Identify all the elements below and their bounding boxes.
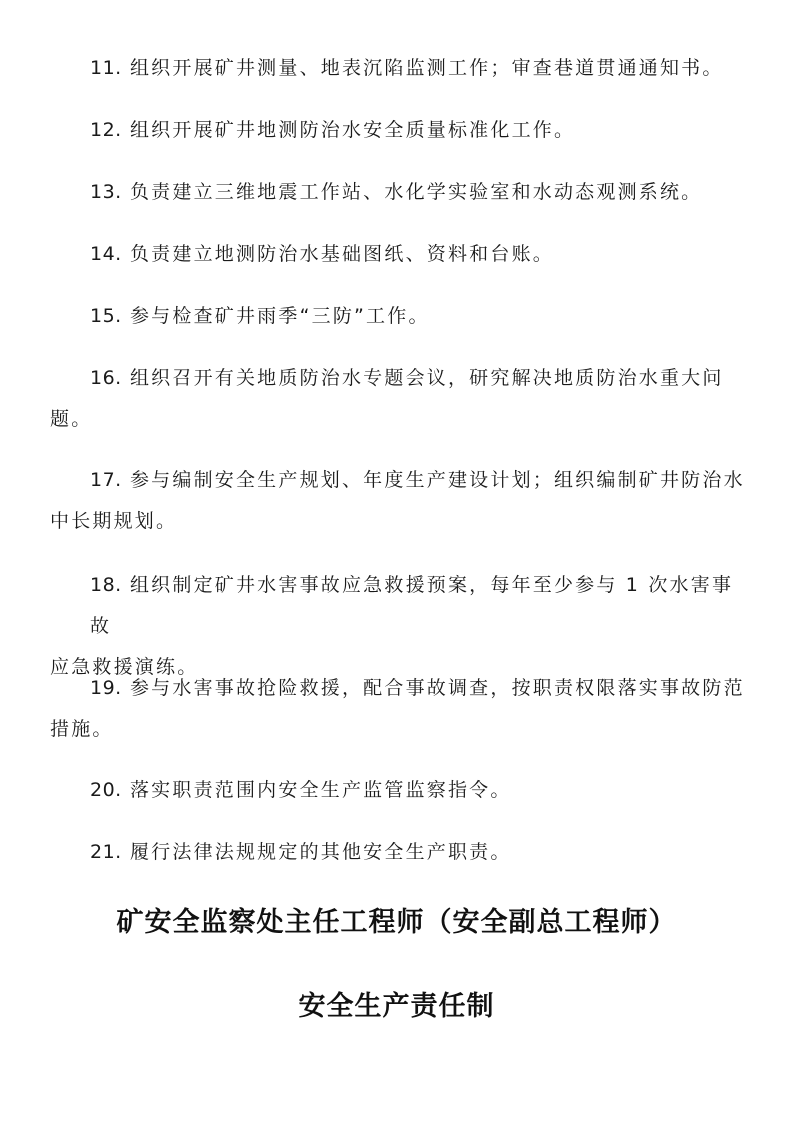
item-text-continuation: 题。 [50,408,93,430]
duty-item-16 [50,358,750,440]
item-text: 组织开展矿井测量、地表沉陷监测工作；审查巷道贯通通知书。 [129,57,724,79]
item-number: 21. [90,841,122,863]
item-text: 组织制定矿井水害事故应急救援预案，每年至少参与 1 次水害事故 [90,574,734,637]
item-number: 17. [90,469,122,491]
item-number: 11. [90,57,122,79]
duty-item-13 [50,172,750,213]
duty-item-11 [50,48,750,89]
item-text: 参与检查矿井雨季“三防”工作。 [129,305,430,327]
item-text: 负责建立三维地震工作站、水化学实验室和水动态观测系统。 [129,181,703,203]
item-number: 16. [90,367,122,389]
item-text-continuation: 应急救援演练。 [50,656,199,678]
duty-item-15 [50,296,750,337]
item-text: 参与编制安全生产规划、年度生产建设计划；组织编制矿井防治水 [129,469,745,491]
item-text: 组织召开有关地质防治水专题会议，研究解决地质防治水重大问 [129,367,724,389]
item-number: 14. [90,243,122,265]
duty-item-19 [50,668,750,750]
item-text: 落实职责范围内安全生产监管监察指令。 [129,779,512,801]
item-text: 负责建立地测防治水基础图纸、资料和台账。 [129,243,554,265]
item-number: 19. [90,677,122,699]
duty-item-12 [50,110,750,151]
item-text-continuation: 措施。 [50,718,114,740]
duty-item-14 [50,234,750,275]
item-text: 参与水害事故抢险救援，配合事故调查，按职责权限落实事故防范 [129,677,745,699]
duty-item-17 [50,460,750,542]
section-title-line-2: 安全生产责任制 [298,991,495,1022]
item-text: 组织开展矿井地测防治水安全质量标准化工作。 [129,119,576,141]
duty-item-20 [50,770,750,811]
duty-item-21 [50,832,750,873]
item-number: 20. [90,779,122,801]
item-text-continuation: 中长期规划。 [50,510,178,532]
item-number: 12. [90,119,122,141]
item-number: 18. [90,574,122,596]
item-number: 13. [90,181,122,203]
item-text: 履行法律法规规定的其他安全生产职责。 [129,841,512,863]
item-number: 15. [90,305,122,327]
section-title-line-1: 矿安全监察处主任工程师（安全副总工程师） [116,907,677,938]
